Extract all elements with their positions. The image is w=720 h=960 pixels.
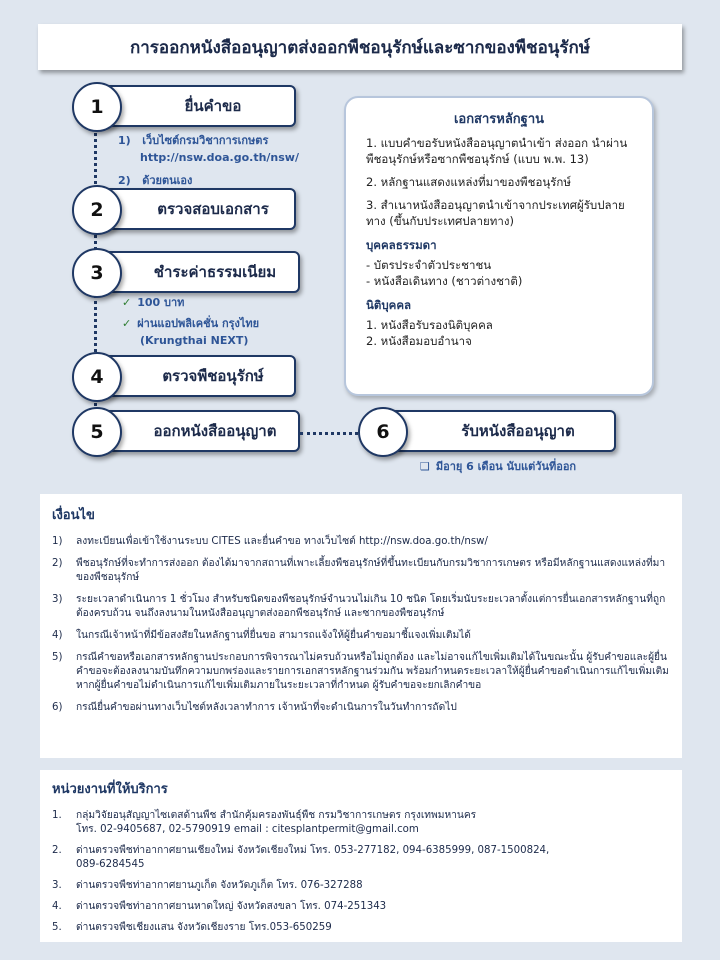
checkbox-icon: ❑	[420, 460, 430, 473]
condition-item	[52, 651, 670, 693]
service-line: ด่านตรวจพืชท่าอากาศยานหาดใหญ่ จังหวัดสงขลา โทร. 074-251343	[76, 901, 387, 912]
documents-heading: เอกสารหลักฐาน	[453, 112, 545, 127]
person-item: - บัตรประจำตัวประชาชน	[366, 258, 492, 272]
service-line: กลุ่มวิจัยอนุสัญญาไซเตสด้านพืช สำนักคุ้มครองพันธุ์พืช กรมวิชาการเกษตร กรุงเทพมหานคร	[76, 810, 477, 821]
step-1-detail-2: ด้วยตนเอง	[142, 174, 193, 187]
page-title: การออกหนังสืออนุญาตส่งออกพืชอนุรักษ์และซากของพืชอนุรักษ์	[129, 37, 591, 58]
person-item: - หนังสือเดินทาง (ชาวต่างชาติ)	[366, 274, 523, 288]
service-panel	[40, 770, 682, 942]
service-heading: หน่วยงานที่ให้บริการ	[52, 782, 168, 797]
title-box	[38, 24, 682, 70]
document-item: 3. สำเนาหนังสืออนุญาตนำเข้าจากประเทศผู้รับปลายทาง (ขึ้นกับประเทศปลายทาง)	[366, 198, 625, 228]
service-num: 3.	[52, 880, 62, 891]
step-number-2: 2	[72, 185, 122, 235]
step-2-label: ตรวจสอบเอกสาร	[157, 200, 269, 218]
condition-num: 1)	[52, 536, 63, 547]
condition-num: 3)	[52, 594, 63, 605]
condition-num: 4)	[52, 630, 63, 641]
juristic-heading: นิติบุคคล	[366, 298, 412, 312]
step-number-4: 4	[72, 352, 122, 402]
step-1-detail-1: เว็บไซต์กรมวิชาการเกษตร	[142, 134, 269, 147]
conditions-heading: เงื่อนไข	[52, 508, 95, 523]
step-number-3: 3	[72, 248, 122, 298]
step-5-label: ออกหนังสืออนุญาต	[153, 422, 277, 440]
condition-num: 5)	[52, 652, 63, 663]
documents-panel	[344, 96, 654, 396]
step-1-url: http://nsw.doa.go.th/nsw/	[140, 151, 299, 164]
step-1-label: ยื่นคำขอ	[184, 97, 242, 115]
service-item	[52, 900, 670, 914]
step-3-label: ชำระค่าธรรมเนียม	[153, 263, 277, 281]
service-line: ด่านตรวจพืชท่าอากาศยานภูเก็ต จังหวัดภูเก็ต โทร. 076-327288	[76, 880, 363, 891]
condition-text: พืชอนุรักษ์ที่จะทำการส่งออก ต้องได้มาจากสถานที่เพาะเลี้ยงพืชอนุรักษ์ที่ขึ้นทะเบียนกับกรมวิชาการเกษตร หรือมีหลักฐานแสดงแหล่งที่มาของพืชอนุรักษ์	[76, 558, 666, 583]
flow-connector-horizontal	[300, 432, 358, 435]
condition-num: 6)	[52, 702, 63, 713]
step-3-fee: 100 บาท	[137, 296, 185, 309]
service-item	[52, 844, 670, 872]
service-contact: โทร. 02-9405687, 02-5790919 email : citesplantpermit@gmail.com	[76, 824, 419, 835]
service-contact: 089-6284545	[76, 859, 145, 870]
step-3-payment: ผ่านแอปพลิเคชั่น กรุงไทย	[137, 317, 260, 330]
person-heading: บุคคลธรรมดา	[366, 238, 437, 252]
step-number-6: 6	[358, 407, 408, 457]
juristic-item: 1. หนังสือรับรองนิติบุคคล	[366, 318, 493, 332]
step-1-details	[118, 132, 299, 189]
step-6-label: รับหนังสืออนุญาต	[461, 422, 575, 440]
service-num: 1.	[52, 810, 62, 821]
step-number-5: 5	[72, 407, 122, 457]
condition-item	[52, 629, 670, 643]
step-6-validity: มีอายุ 6 เดือน นับแต่วันที่ออก	[435, 460, 577, 473]
juristic-item: 2. หนังสือมอบอำนาจ	[366, 334, 472, 348]
step-1-detail-num-2: 2)	[118, 174, 131, 187]
check-icon: ✓	[122, 317, 132, 330]
condition-text: ในกรณีเจ้าหน้าที่มีข้อสงสัยในหลักฐานที่ยื่นขอ สามารถแจ้งให้ผู้ยื่นคำขอมาชี้แจงเพิ่มเติมได้	[76, 630, 471, 641]
service-line: ด่านตรวจพืชท่าอากาศยานเชียงใหม่ จังหวัดเชียงใหม่ โทร. 053-277182, 094-6385999, 087-1500824,	[76, 845, 550, 856]
service-item	[52, 921, 670, 935]
condition-text: กรณียื่นคำขอผ่านทางเว็บไซต์หลังเวลาทำการ เจ้าหน้าที่จะดำเนินการในวันทำการถัดไป	[76, 702, 457, 713]
service-num: 4.	[52, 901, 62, 912]
step-3-details	[122, 294, 259, 349]
condition-item	[52, 593, 670, 621]
check-icon: ✓	[122, 296, 132, 309]
condition-item	[52, 557, 670, 585]
step-3-payment-app: (Krungthai NEXT)	[140, 334, 249, 347]
document-item: 1. แบบคำขอรับหนังสืออนุญาตนำเข้า ส่งออก นำผ่าน พืชอนุรักษ์หรือซากพืชอนุรักษ์ (แบบ พ.พ. 13)	[366, 136, 628, 166]
step-6-box	[380, 410, 616, 452]
step-6-details	[420, 458, 576, 475]
step-number-1: 1	[72, 82, 122, 132]
document-item: 2. หลักฐานแสดงแหล่งที่มาของพืชอนุรักษ์	[366, 175, 571, 189]
condition-item	[52, 535, 670, 549]
conditions-panel	[40, 494, 682, 758]
condition-text: กรณีคำขอหรือเอกสารหลักฐานประกอบการพิจารณาไม่ครบถ้วนหรือไม่ถูกต้อง และไม่อาจแก้ไขเพิ่มเติมได้ในขณะนั้น ผู้รับคำขอและผู้ยื่นคำขอจะต้องลงนามบันทึกความบกพร่องและรายการเอกสารหลักฐานร่วมกัน พร้อมกำหนดระยะเวลาให้ผู้ยื่นคำขอดำเนินการแก้ไขเพิ่มเติม หากผู้ยื่นคำขอไม่ดำเนินการแก้ไขเพิ่มเติมภายในระยะเวลาที่กำหนด ผู้รับคำขอจะยกเลิกคำขอ	[76, 652, 669, 691]
service-num: 5.	[52, 922, 62, 933]
service-num: 2.	[52, 845, 62, 856]
condition-text: ลงทะเบียนเพื่อเข้าใช้งานระบบ CITES และยื่นคำขอ ทางเว็บไซต์ http://nsw.doa.go.th/nsw/	[76, 536, 488, 547]
service-item	[52, 879, 670, 893]
service-line: ด่านตรวจพืชเชียงแสน จังหวัดเชียงราย โทร.053-650259	[76, 922, 332, 933]
condition-text: ระยะเวลาดำเนินการ 1 ชั่วโมง สำหรับชนิดของพืชอนุรักษ์จำนวนไม่เกิน 10 ชนิด โดยเริ่มนับระยะเวลาตั้งแต่การยื่นเอกสารหลักฐานที่ถูกต้องครบถ้วน จนถึงลงนามในหนังสืออนุญาตส่งออกพืชอนุรักษ์ และซากของพืชอนุรักษ์	[76, 594, 666, 619]
service-item	[52, 809, 670, 837]
step-1-detail-num-1: 1)	[118, 134, 131, 147]
condition-num: 2)	[52, 558, 63, 569]
step-4-label: ตรวจพืชอนุรักษ์	[162, 367, 264, 385]
condition-item	[52, 701, 670, 715]
